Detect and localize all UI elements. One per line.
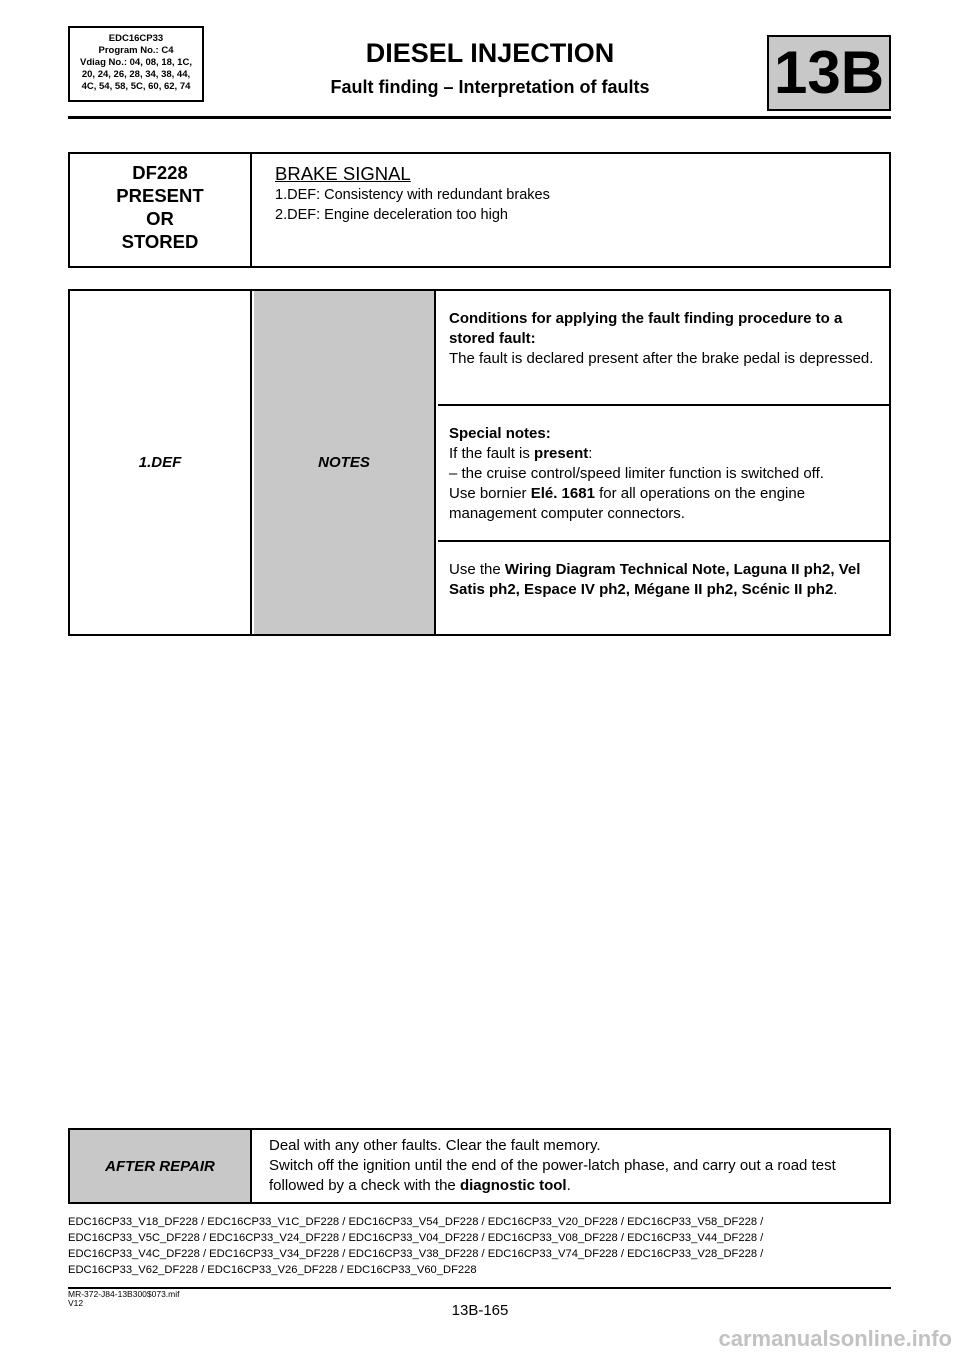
conditions-heading: Conditions for applying the fault finding procedure to a stored fault: <box>449 310 843 347</box>
after-repair-line-2 <box>269 1156 879 1196</box>
engine-line: EDC16CP33 <box>108 33 164 44</box>
special-notes-line-3-post: for all operations on the engine management computer connectors. <box>449 485 806 522</box>
footer-divider <box>68 1287 891 1289</box>
fault-status-or: OR <box>146 208 174 229</box>
fault-code-cell <box>70 154 252 266</box>
special-notes-line-3-pre: Use bornier <box>449 485 531 502</box>
special-notes-line-2: – the cruise control/speed limiter function is switched off. <box>449 465 824 482</box>
vdiag-line-3: 4C, 54, 58, 5C, 60, 62, 74 <box>81 81 191 92</box>
header-divider <box>68 116 891 119</box>
after-repair-text <box>254 1130 889 1202</box>
procedure-references <box>68 1214 891 1278</box>
watermark: carmanualsonline.info <box>718 1326 952 1351</box>
present-keyword: present <box>534 445 589 462</box>
vdiag-line-1: Vdiag No.: 04, 08, 18, 1C, <box>80 57 192 68</box>
source-file-name: MR-372-J84-13B300$073.mif <box>68 1289 180 1299</box>
wiring-diagram-section <box>438 542 889 634</box>
fault-code: DF228 <box>132 162 188 183</box>
document-subtitle: Fault finding – Interpretation of faults <box>330 77 650 97</box>
special-notes-section <box>438 406 889 542</box>
conditions-text: The fault is declared present after the brake pedal is depressed. <box>449 350 874 367</box>
reference-line: EDC16CP33_V18_DF228 / EDC16CP33_V1C_DF228 / EDC16CP33_V54_DF228 / EDC16CP33_V20_DF228 / EDC16CP33_V58_DF228 / <box>68 1216 764 1228</box>
wiring-diagram-reference: Wiring Diagram Technical Note, Laguna II ph2, Vel Satis ph2, Espace IV ph2, Mégane II ph2, Scénic II ph2 <box>449 561 861 598</box>
after-repair-label: AFTER REPAIR <box>70 1130 252 1202</box>
after-repair-line-2-pre: Switch off the ignition until the end of the power-latch phase, and carry out a road test followed by a check with the <box>269 1157 836 1194</box>
fault-status-present: PRESENT <box>116 185 204 206</box>
wiring-pre: Use the <box>449 561 505 578</box>
reference-line: EDC16CP33_V62_DF228 / EDC16CP33_V26_DF228 / EDC16CP33_V60_DF228 <box>68 1264 477 1276</box>
fault-status-stored: STORED <box>121 231 199 252</box>
section-badge: 13B <box>767 35 891 111</box>
document-version: V12 <box>68 1298 84 1308</box>
fault-table <box>68 152 891 268</box>
page-number: 13B-165 <box>451 1302 509 1319</box>
wiring-post: . <box>833 581 838 598</box>
after-repair-table <box>68 1128 891 1204</box>
engine-program-box <box>68 26 204 102</box>
fault-def-2: 2.DEF: Engine deceleration too high <box>275 207 508 223</box>
program-line: Program No.: C4 <box>98 45 174 56</box>
fault-description-cell <box>254 154 889 266</box>
special-notes-line-1-pre: If the fault is <box>449 445 535 462</box>
bornier-reference: Elé. 1681 <box>530 485 595 502</box>
special-notes-line-3 <box>449 484 875 524</box>
special-notes-heading: Special notes: <box>449 425 551 442</box>
reference-line: EDC16CP33_V5C_DF228 / EDC16CP33_V24_DF228 / EDC16CP33_V04_DF228 / EDC16CP33_V08_DF228 / EDC16CP33_V44_DF228 / <box>68 1232 764 1244</box>
document-title: DIESEL INJECTION <box>365 38 615 68</box>
after-repair-line-2-post: . <box>566 1177 571 1194</box>
special-notes-line-1-post: : <box>588 445 593 462</box>
after-repair-line-1: Deal with any other faults. Clear the fault memory. <box>269 1137 601 1154</box>
fault-def-1: 1.DEF: Consistency with redundant brakes <box>275 187 550 203</box>
conditions-section <box>438 291 889 406</box>
def-label: 1.DEF <box>70 291 252 634</box>
diagnostic-tool-keyword: diagnostic tool <box>459 1177 567 1194</box>
notes-label: NOTES <box>254 291 436 634</box>
fault-title: BRAKE SIGNAL <box>275 163 411 184</box>
vdiag-line-2: 20, 24, 26, 28, 34, 38, 44, <box>81 69 191 80</box>
special-notes-line-1 <box>449 444 875 464</box>
notes-table <box>68 289 891 636</box>
reference-line: EDC16CP33_V4C_DF228 / EDC16CP33_V34_DF228 / EDC16CP33_V38_DF228 / EDC16CP33_V74_DF228 / EDC16CP33_V28_DF228 / <box>68 1248 764 1260</box>
